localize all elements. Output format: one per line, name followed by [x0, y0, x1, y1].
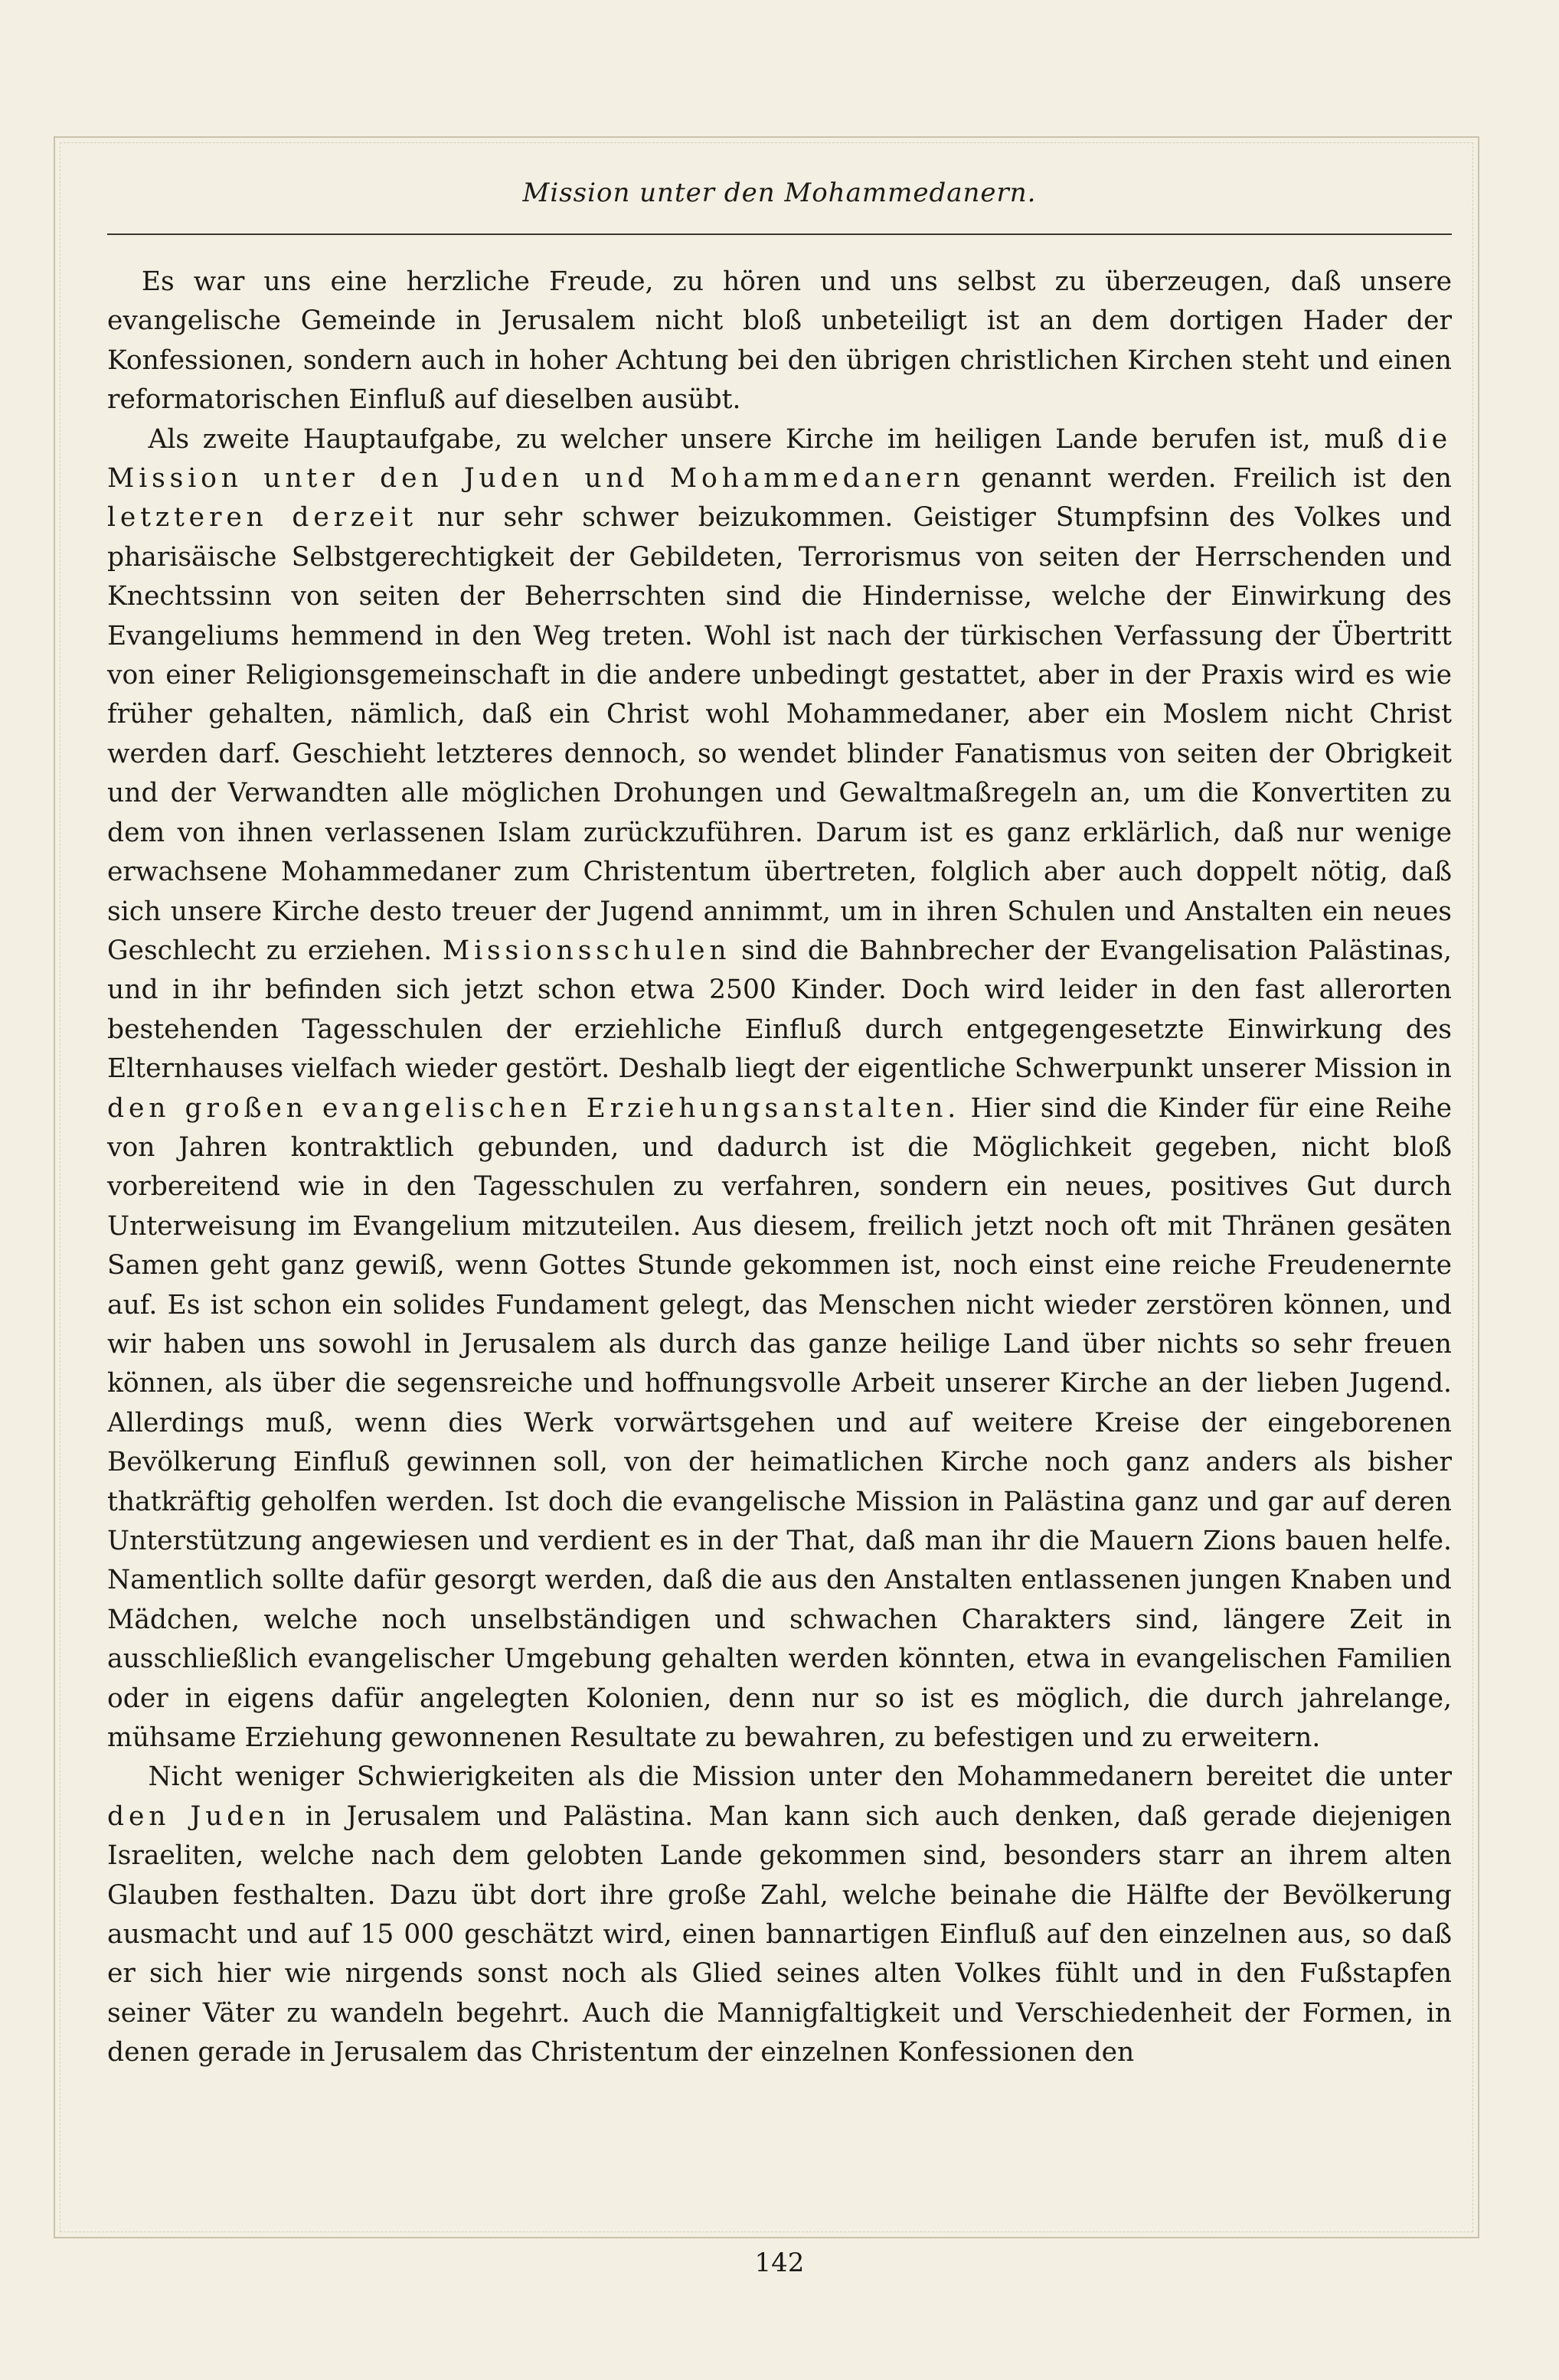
- paragraph-3-part-c: in Jerusalem und Palästina. Man kann sich auch denken, daß gerade diejenigen Israeliten, welche nach dem gelobten Lande gekommen sind, besonders starr an ihrem alten Glauben festhalten. Dazu übt dort ihre große Zahl, welche beinahe die Hälfte der Bevölkerung ausmacht und auf 15 000 geschätzt wird, einen bannartigen Einfluß auf den einzelnen aus, so daß er sich hier wie nirgends sonst noch als Glied seines alten Volkes fühlt und in den Fußstapfen seiner Väter zu wandeln begehrt. Auch die Mannigfaltigkeit und Verschiedenheit der Formen, in denen gerade in Jerusalem das Christentum der einzelnen Konfessionen den: [107, 1801, 1452, 2068]
- paragraph-1: Es war uns eine herzliche Freude, zu hören und uns selbst zu überzeugen, daß unsere evangelische Gemeinde in Jerusalem nicht bloß unbeteiligt ist an dem dortigen Hader der Konfessionen, sondern auch in hoher Achtung bei den übrigen christlichen Kirchen steht und einen reformatorischen Einfluß auf dieselben ausübt.: [107, 266, 1452, 416]
- emphasis-mission-juden-mohammedaner: die Mission unter den Juden und Mohammedanern: [107, 423, 1452, 495]
- paragraph-3: [107, 1758, 1452, 2072]
- paragraph-3-part-a: Nicht weniger Schwierigkeiten als die Mission unter den Mohammedanern bereitet die unter: [148, 1761, 1452, 1793]
- emphasis-letzteren-derzeit: letzteren derzeit: [107, 502, 417, 534]
- paragraph-2-part-c: genannt werden. Freilich ist den: [981, 463, 1453, 495]
- header-rule: [107, 233, 1452, 235]
- paragraph-2-part-a: Als zweite Hauptaufgabe, zu welcher unsere Kirche im heiligen Lande berufen ist, muß: [148, 423, 1384, 455]
- text-body: [107, 263, 1452, 2073]
- emphasis-missionsschulen: Missionsschulen: [442, 935, 731, 966]
- emphasis-erziehungsanstalten: den großen evangelischen Erziehungsanstalten.: [107, 1092, 961, 1124]
- page-number: 142: [754, 2248, 805, 2278]
- paragraph-2-part-e: nur sehr schwer beizukommen. Geistiger Stumpfsinn des Volkes und pharisäische Selbstgerechtigkeit der Gebildeten, Terrorismus von seiten der Herrschenden und Knechtssinn von seiten der Beherrschten sind die Hindernisse, welche der Einwirkung des Evangeliums hemmend in den Weg treten. Wohl ist nach der türkischen Verfassung der Übertritt von einer Religionsgemeinschaft in die andere unbedingt gestattet, aber in der Praxis wird es wie früher gehalten, nämlich, daß ein Christ wohl Mohammedaner, aber ein Moslem nicht Christ werden darf. Geschieht letzteres dennoch, so wendet blinder Fanatismus von seiten der Obrigkeit und der Verwandten alle möglichen Drohungen und Gewaltmaßregeln an, um die Konvertiten zu dem von ihnen verlassenen Islam zurückzuführen. Darum ist es ganz erklärlich, daß nur wenige erwachsene Mohammedaner zum Christentum übertreten, folglich aber auch doppelt nötig, daß sich unsere Kirche desto treuer der Jugend annimmt, um in ihren Schulen und Anstalten ein neues Geschlecht zu erziehen.: [107, 502, 1452, 966]
- paragraph-2-part-g: sind die Bahnbrecher der Evangelisation Palästinas, und in ihr befinden sich jetzt schon etwa 2500 Kinder. Doch wird leider in den fast allerorten bestehenden Tagesschulen der erziehliche Einfluß durch entgegengesetzte Einwirkung des Elternhauses vielfach wieder gestört. Deshalb liegt der eigentliche Schwerpunkt unserer Mission in: [107, 935, 1453, 1085]
- emphasis-juden: den Juden: [107, 1801, 290, 1832]
- paragraph-2: [107, 420, 1452, 1758]
- running-title: Mission unter den Mohammedanern.: [522, 178, 1037, 208]
- paragraph-2-part-i: Hier sind die Kinder für eine Reihe von Jahren kontraktlich gebunden, und dadurch ist die Möglichkeit gegeben, nicht bloß vorbereitend wie in den Tagesschulen zu verfahren, sondern ein neues, positives Gut durch Unterweisung im Evangelium mitzuteilen. Aus diesem, freilich jetzt noch oft mit Thränen gesäten Samen geht ganz gewiß, wenn Gottes Stunde gekommen ist, noch einst eine reiche Freudenernte auf. Es ist schon ein solides Fundament gelegt, das Menschen nicht wieder zerstören können, und wir haben uns sowohl in Jerusalem als durch das ganze heilige Land über nichts so sehr freuen können, als über die segensreiche und hoffnungsvolle Arbeit unserer Kirche an der lieben Jugend. Allerdings muß, wenn dies Werk vorwärtsgehen und auf weitere Kreise der eingeborenen Bevölkerung Einfluß gewinnen soll, von der heimatlichen Kirche noch ganz anders als bisher thatkräftig geholfen werden. Ist doch die evangelische Mission in Palästina ganz und gar auf deren Unterstützung angewiesen und verdient es in der That, daß man ihr die Mauern Zions bauen helfe. Namentlich sollte dafür gesorgt werden, daß die aus den Anstalten entlassenen jungen Knaben und Mädchen, welche noch unselbständigen und schwachen Charakters sind, längere Zeit in ausschließlich evangelischer Umgebung gehalten werden könnten, etwa in evangelischen Familien oder in eigens dafür angelegten Kolonien, denn nur so ist es möglich, die durch jahrelange, mühsame Erziehung gewonnenen Resultate zu bewahren, zu befestigen und zu erweitern.: [107, 1092, 1452, 1754]
